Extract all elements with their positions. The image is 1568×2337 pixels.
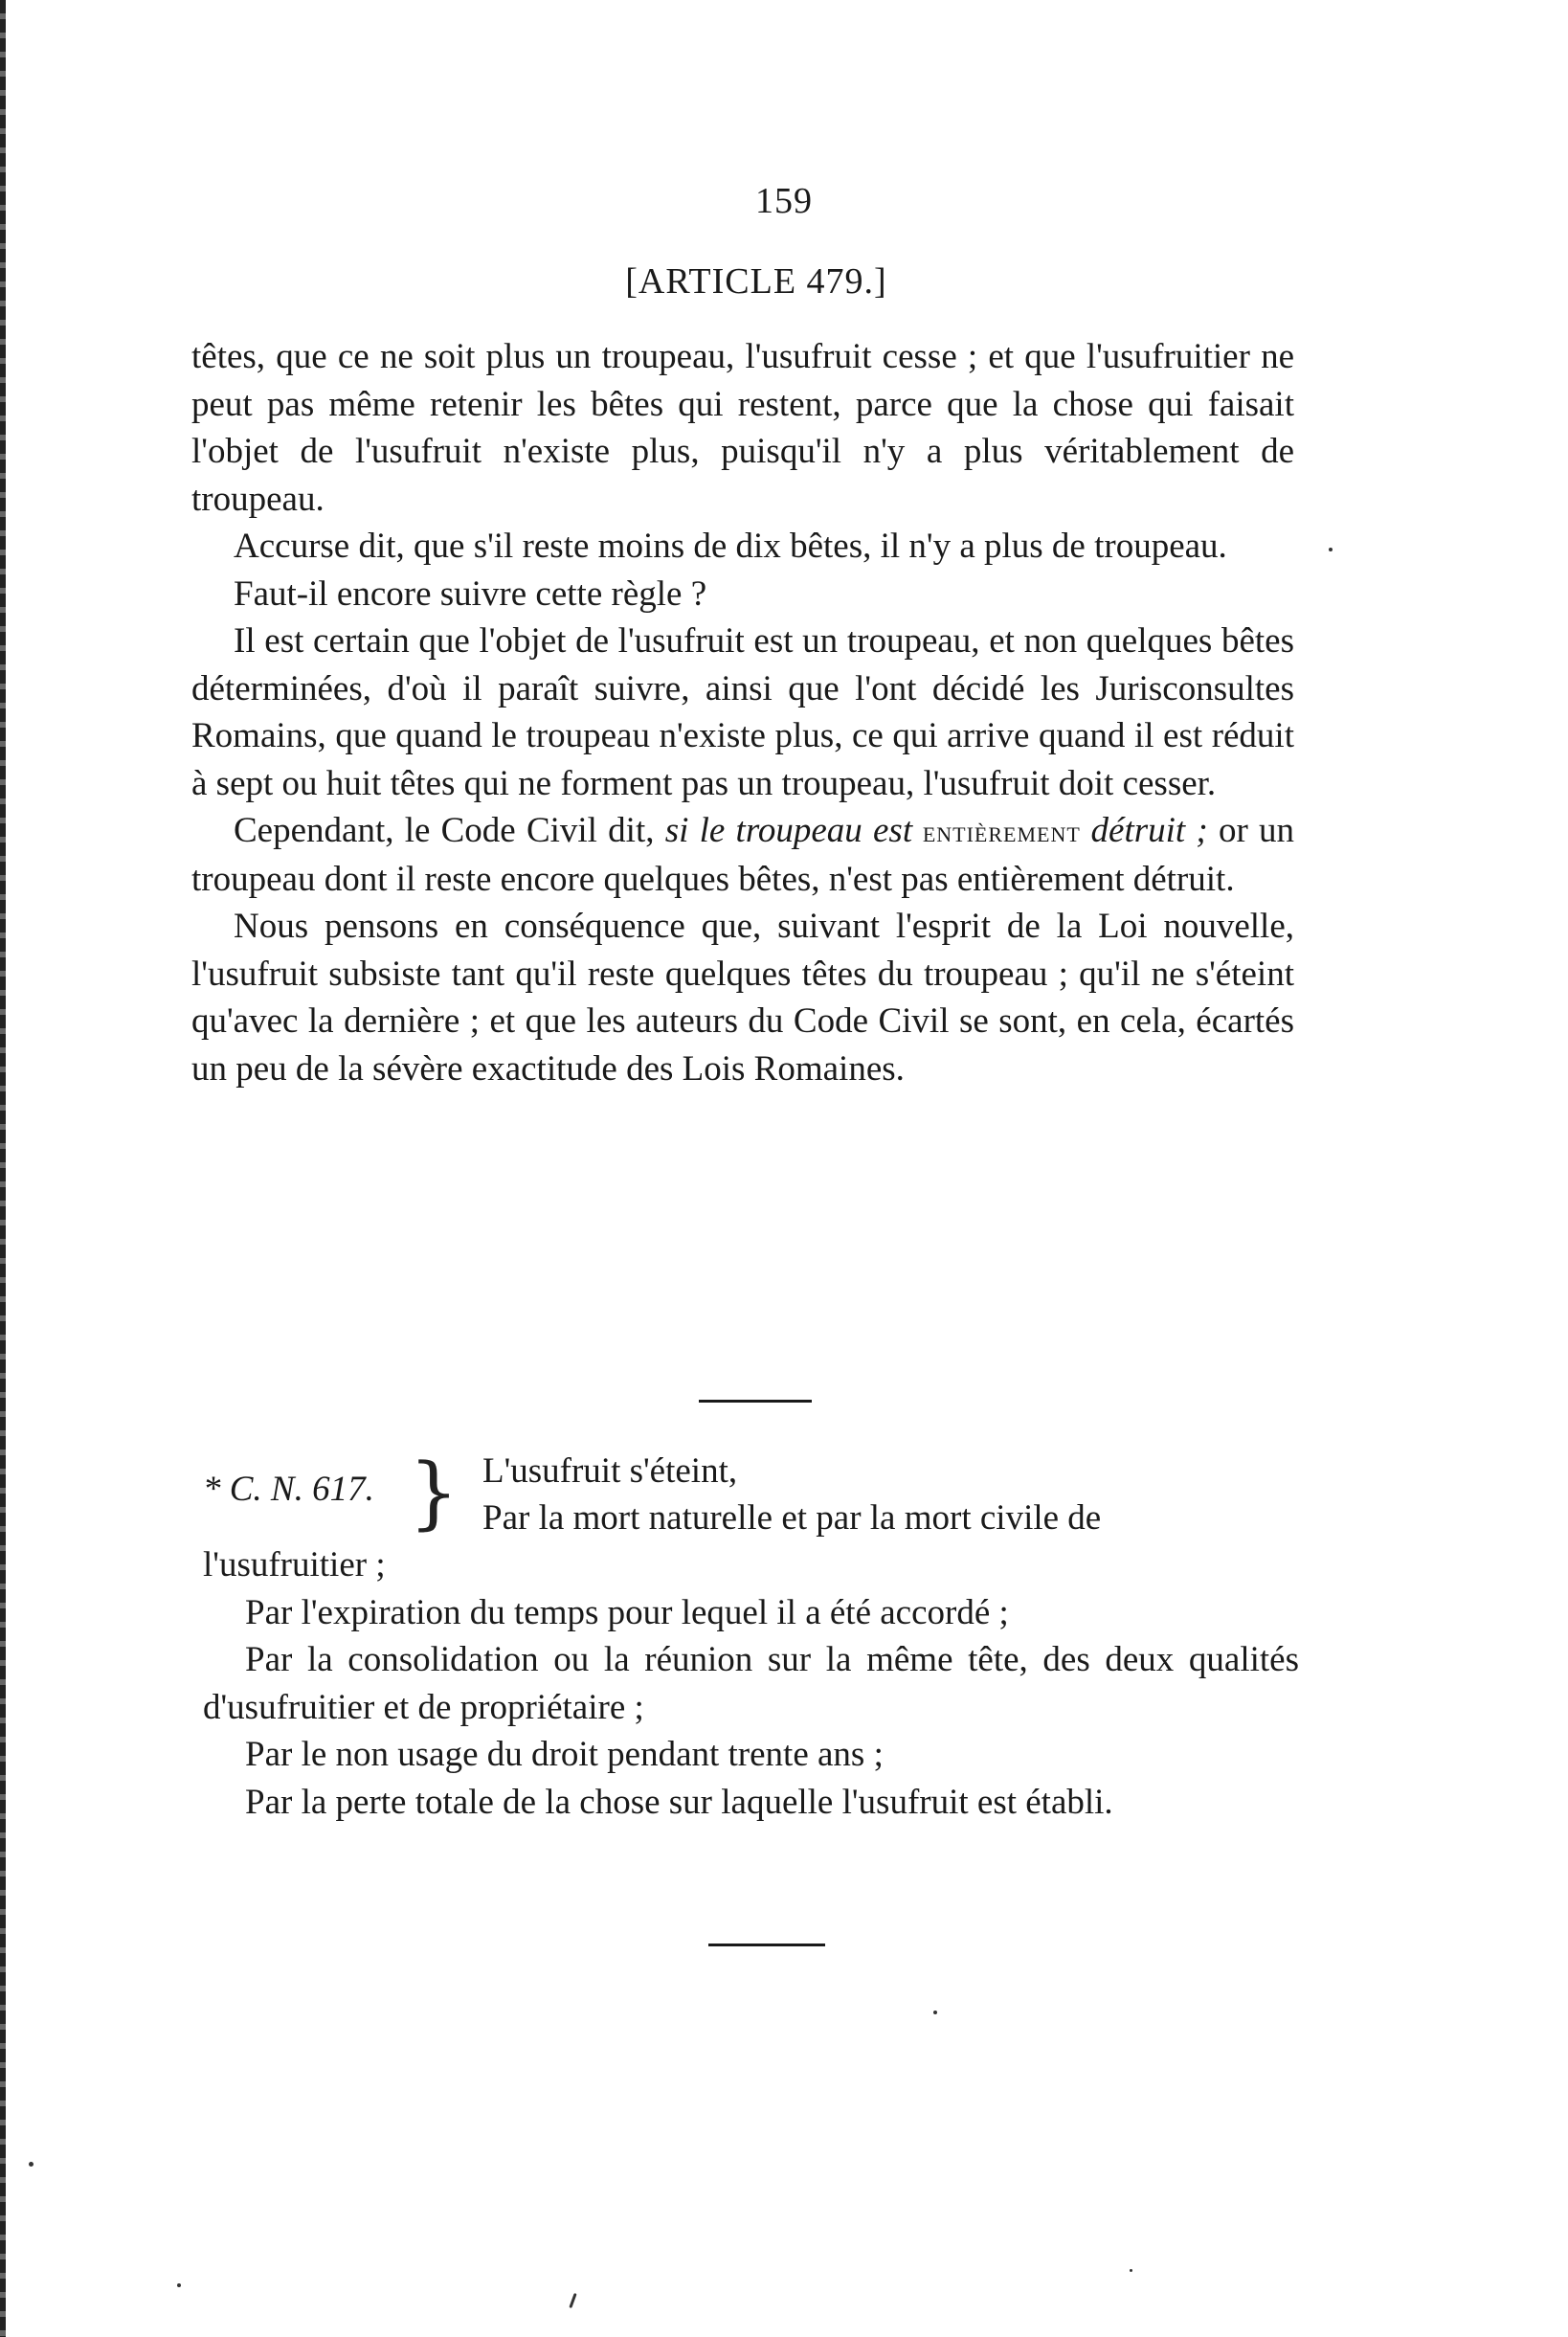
paper-speck [933,2011,937,2014]
page-binding-edge [0,0,6,2337]
reference-continuation: l'usufruitier ; [203,1545,386,1584]
reference-item: Par la consolidation ou la réunion sur la même tête, des deux qualités d'usufruitier et de propriétaire ; [203,1640,1299,1727]
running-head: [ARTICLE 479.] [625,261,887,302]
paragraph: Accurse dit, que s'il reste moins de dix bêtes, il n'y a plus de troupeau. [234,527,1227,566]
paragraph [191,807,1294,903]
smallcaps-word: entièrement [912,815,1091,848]
paragraph: Il est certain que l'objet de l'usufruit est un troupeau, et non quelques bêtes déterminées, d'où il paraît suivre, ainsi que l'ont décidé les Jurisconsultes Romains, que quand le troupeau n'existe plus, ce qui arrive quand il est réduit à sept ou huit têtes qui ne forment pas un troupeau, l'usufruit doit cesser. [191,621,1294,803]
end-rule [708,1944,825,1946]
reference-line: L'usufruit s'éteint, [482,1451,738,1491]
paragraph: Faut-il encore suivre cette règle ? [234,573,707,614]
code-reference-header [203,1448,1299,1543]
code-reference-body [203,1541,1299,1826]
paragraph-text: or un troupeau dont il reste encore quelques bêtes, n'est pas entièrement détruit. [191,811,1295,899]
reference-line: Par la mort naturelle et par la mort civile de [482,1498,1102,1538]
paragraph: têtes, que ce ne soit plus un troupeau, l'usufruit cesse ; et que l'usufruitier ne peut pas même retenir les bêtes qui restent, parce que la chose qui faisait l'objet de l'usufruit n'existe plus, puisqu'il n'y a plus véritablement de troupeau. [191,337,1294,519]
paragraph-text: Cependant, le Code Civil dit, [234,811,665,850]
paragraph: Nous pensons en conséquence que, suivant l'esprit de la Loi nouvelle, l'usufruit subsiste tant qu'il reste quelques têtes du troupeau ; qu'il ne s'éteint qu'avec la dernière ; et que les auteurs du Code Civil se sont, en cela, écartés un peu de la sévère exactitude des Lois Romaines. [191,907,1294,1089]
paper-speck [177,2283,181,2287]
code-reference-label: * C. N. 617. [203,1470,374,1509]
paper-speck [1329,548,1333,551]
paper-speck [569,2293,576,2308]
reference-item: Par le non usage du droit pendant trente ans ; [245,1735,884,1774]
section-rule [699,1400,812,1403]
italic-phrase: détruit ; [1090,811,1208,850]
reference-item: Par l'expiration du temps pour lequel il a été accordé ; [245,1592,1009,1632]
main-text [191,333,1294,1092]
paper-speck [29,2162,34,2167]
reference-item: Par la perte totale de la chose sur laquelle l'usufruit est établi. [245,1782,1113,1822]
paper-speck [1130,2269,1132,2272]
page-number: 159 [755,181,813,221]
brace-glyph: } [409,1448,459,1539]
italic-phrase: si le troupeau est [664,811,913,850]
